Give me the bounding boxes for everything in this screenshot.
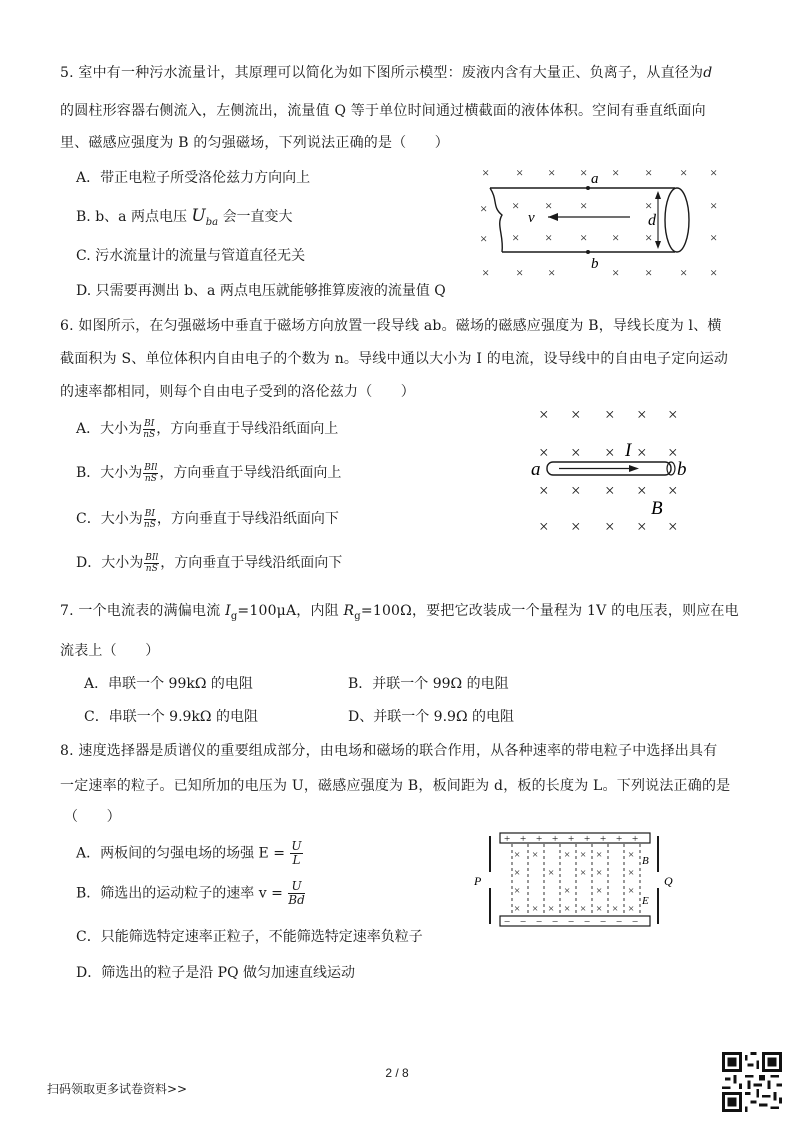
- svg-text:+: +: [584, 833, 591, 845]
- svg-text:×: ×: [564, 849, 571, 861]
- q8-label-q: Q: [664, 874, 673, 888]
- svg-text:×: ×: [628, 867, 635, 879]
- svg-text:×: ×: [596, 903, 603, 915]
- svg-text:×: ×: [637, 517, 647, 536]
- q5-option-b[interactable]: B. b、a 两点电压 $U_{ba}$ 会一直变大: [76, 206, 293, 228]
- svg-text:−: −: [584, 916, 591, 928]
- svg-text:+: +: [600, 833, 607, 845]
- svg-text:×: ×: [680, 165, 688, 180]
- svg-text:×: ×: [645, 198, 653, 213]
- svg-text:×: ×: [668, 481, 678, 500]
- svg-text:×: ×: [564, 885, 571, 897]
- q8-stem-line1: 8. 速度选择器是质谱仪的重要组成部分，由电场和磁场的联合作用，从各种速率的带电粒子中选择出具有: [60, 743, 718, 759]
- fraction: $\frac{BI}{nS}$: [143, 418, 156, 440]
- q8-option-a[interactable]: A．两板间的匀强电场的场强 E = $\frac{U}{L}$: [76, 839, 302, 867]
- q5-pipe-figure: [470, 155, 740, 285]
- q5-label-v: v: [528, 210, 535, 226]
- q6-option-b[interactable]: B．大小为 $\frac{\text{BIl}}{nS}$ ，方向垂直于导线沿纸面向上: [76, 462, 342, 484]
- svg-text:×: ×: [539, 443, 549, 462]
- svg-text:×: ×: [596, 885, 603, 897]
- svg-text:×: ×: [545, 230, 553, 245]
- svg-text:−: −: [520, 916, 527, 928]
- svg-text:×: ×: [512, 230, 520, 245]
- svg-text:×: ×: [514, 849, 521, 861]
- page-number: 2 / 8: [385, 1066, 409, 1080]
- svg-text:×: ×: [612, 165, 620, 180]
- svg-text:−: −: [632, 916, 639, 928]
- svg-text:+: +: [504, 833, 511, 845]
- svg-text:×: ×: [668, 405, 678, 424]
- svg-text:×: ×: [637, 405, 647, 424]
- q6-label-a: a: [531, 459, 541, 480]
- svg-text:×: ×: [482, 265, 490, 280]
- svg-text:×: ×: [580, 867, 587, 879]
- q8-option-d[interactable]: D．筛选出的粒子是沿 PQ 做匀加速直线运动: [76, 965, 356, 981]
- svg-text:×: ×: [539, 481, 549, 500]
- q8-option-b[interactable]: B．筛选出的运动粒子的速率 v = $\frac{U}{Bd}$: [76, 879, 305, 907]
- svg-text:×: ×: [710, 265, 718, 280]
- svg-text:×: ×: [596, 849, 603, 861]
- svg-text:×: ×: [548, 867, 555, 879]
- svg-text:×: ×: [596, 867, 603, 879]
- svg-text:×: ×: [480, 231, 488, 246]
- q7-option-a[interactable]: A．串联一个 99kΩ 的电阻: [84, 676, 253, 692]
- q7-option-d[interactable]: D、并联一个 9.9Ω 的电阻: [348, 709, 514, 725]
- qr-code-icon[interactable]: [722, 1052, 782, 1112]
- svg-text:×: ×: [710, 165, 718, 180]
- svg-text:×: ×: [571, 405, 581, 424]
- svg-text:×: ×: [605, 405, 615, 424]
- svg-text:×: ×: [482, 165, 490, 180]
- svg-text:×: ×: [680, 265, 688, 280]
- svg-text:×: ×: [580, 849, 587, 861]
- svg-text:×: ×: [668, 443, 678, 462]
- svg-text:×: ×: [516, 265, 524, 280]
- svg-text:×: ×: [612, 903, 619, 915]
- svg-text:−: −: [536, 916, 543, 928]
- fraction: $\frac{U}{L}$: [291, 839, 302, 867]
- q8-velocity-selector-figure: [470, 828, 690, 934]
- svg-text:+: +: [632, 833, 639, 845]
- svg-text:×: ×: [571, 443, 581, 462]
- svg-text:−: −: [616, 916, 623, 928]
- svg-text:−: −: [504, 916, 511, 928]
- svg-text:×: ×: [612, 230, 620, 245]
- svg-text:×: ×: [637, 481, 647, 500]
- q5-stem-line3: 里、磁感应强度为 B 的匀强磁场，下列说法正确的是（ ）: [60, 135, 449, 151]
- svg-text:×: ×: [645, 265, 653, 280]
- q6-stem-line2: 截面积为 S、单位体积内自由电子的个数为 n。导线中通以大小为 I 的电流，设导线中的自由电子定向运动: [60, 351, 729, 367]
- svg-text:+: +: [616, 833, 623, 845]
- svg-text:×: ×: [580, 230, 588, 245]
- q5-stem-line1: 5. 室中有一种污水流量计，其原理可以简化为如下图所示模型：废液内含有大量正、负离子，从直径为d: [60, 65, 713, 81]
- fraction: $\frac{U}{Bd}$: [288, 879, 305, 907]
- q6-option-c[interactable]: C．大小为 $\frac{BI}{nS}$ ，方向垂直于导线沿纸面向下: [76, 508, 339, 530]
- q7-stem-line1: 7. 一个电流表的满偏电流 $I_g=100\mu A$，内阻 $R_g=100\Omega$，要把它改装成一个量程为 1V 的电压表，则应在电: [60, 603, 739, 622]
- svg-text:−: −: [552, 916, 559, 928]
- svg-text:×: ×: [645, 230, 653, 245]
- svg-text:×: ×: [571, 517, 581, 536]
- q6-wire-figure: [525, 400, 705, 540]
- q5-option-a[interactable]: A．带正电粒子所受洛伦兹力方向向上: [76, 170, 311, 186]
- svg-text:×: ×: [605, 481, 615, 500]
- q7-stem-line2: 流表上（ ）: [60, 643, 160, 659]
- svg-text:+: +: [552, 833, 559, 845]
- svg-text:−: −: [568, 916, 575, 928]
- svg-text:×: ×: [637, 443, 647, 462]
- q5-label-d: d: [648, 212, 656, 229]
- q5-option-d[interactable]: D. 只需要再测出 b、a 两点电压就能够推算废液的流量值 Q: [76, 283, 446, 299]
- q5-label-a: a: [591, 171, 599, 187]
- svg-text:×: ×: [514, 903, 521, 915]
- q6-label-b: b: [677, 459, 687, 480]
- q8-label-b: B: [642, 855, 649, 867]
- fraction: $\frac{\text{BIl}}{nS}$: [144, 462, 158, 484]
- svg-text:×: ×: [539, 517, 549, 536]
- svg-text:×: ×: [571, 481, 581, 500]
- svg-text:×: ×: [548, 265, 556, 280]
- q6-label-B: B: [651, 498, 663, 519]
- q5-option-c[interactable]: C. 污水流量计的流量与管道直径无关: [76, 248, 306, 264]
- q6-stem-line3: 的速率都相同，则每个自由电子受到的洛伦兹力（ ）: [60, 384, 415, 400]
- footer-promo-text: 扫码领取更多试卷资料>>: [47, 1082, 188, 1096]
- q7-option-b[interactable]: B．并联一个 99Ω 的电阻: [348, 676, 509, 692]
- svg-text:×: ×: [480, 201, 488, 216]
- svg-text:×: ×: [580, 903, 587, 915]
- svg-text:×: ×: [532, 903, 539, 915]
- svg-text:×: ×: [628, 903, 635, 915]
- fraction: $\frac{\text{BIl}}{nS}$: [145, 552, 159, 574]
- svg-text:×: ×: [628, 885, 635, 897]
- svg-text:×: ×: [612, 265, 620, 280]
- svg-text:×: ×: [710, 198, 718, 213]
- q8-stem-line3: （ ）: [64, 809, 121, 825]
- fraction: $\frac{BI}{nS}$: [143, 508, 156, 530]
- svg-text:−: −: [600, 916, 607, 928]
- svg-text:×: ×: [710, 230, 718, 245]
- svg-text:+: +: [520, 833, 527, 845]
- q8-stem-line2: 一定速率的粒子。已知所加的电压为 U，磁感应强度为 B，板间距为 d，板的长度为 L。下列说法正确的是: [60, 778, 731, 794]
- q5-label-b: b: [591, 256, 599, 272]
- svg-text:×: ×: [605, 517, 615, 536]
- q8-label-p: P: [474, 874, 482, 888]
- svg-text:×: ×: [605, 443, 615, 462]
- svg-text:×: ×: [514, 867, 521, 879]
- svg-text:+: +: [568, 833, 575, 845]
- svg-text:×: ×: [548, 165, 556, 180]
- q6-stem-line1: 6. 如图所示，在匀强磁场中垂直于磁场方向放置一段导线 ab。磁场的磁感应强度为 B，导线长度为 l、横: [60, 318, 722, 334]
- svg-text:×: ×: [580, 198, 588, 213]
- svg-text:+: +: [536, 833, 543, 845]
- svg-text:×: ×: [668, 517, 678, 536]
- svg-text:×: ×: [564, 903, 571, 915]
- q6-label-i: I: [625, 440, 632, 461]
- svg-text:×: ×: [532, 849, 539, 861]
- svg-text:×: ×: [580, 165, 588, 180]
- q6-option-d[interactable]: D．大小为 $\frac{\text{BIl}}{nS}$ ，方向垂直于导线沿纸面向下: [76, 552, 343, 574]
- q8-option-c[interactable]: C．只能筛选特定速率正粒子，不能筛选特定速率负粒子: [76, 929, 423, 945]
- svg-text:×: ×: [516, 165, 524, 180]
- svg-text:×: ×: [512, 198, 520, 213]
- q6-option-a[interactable]: A．大小为 $\frac{BI}{nS}$ ，方向垂直于导线沿纸面向上: [76, 418, 339, 440]
- q8-label-e: E: [642, 895, 649, 907]
- q5-stem-line2: 的圆柱形容器右侧流入，左侧流出，流量值 Q 等于单位时间通过横截面的液体体积。空间有垂直纸面向: [60, 103, 706, 119]
- svg-text:×: ×: [548, 903, 555, 915]
- svg-text:×: ×: [645, 165, 653, 180]
- svg-text:×: ×: [539, 405, 549, 424]
- svg-text:×: ×: [545, 198, 553, 213]
- q7-option-c[interactable]: C．串联一个 9.9kΩ 的电阻: [84, 709, 258, 725]
- svg-text:×: ×: [514, 885, 521, 897]
- svg-text:×: ×: [628, 849, 635, 861]
